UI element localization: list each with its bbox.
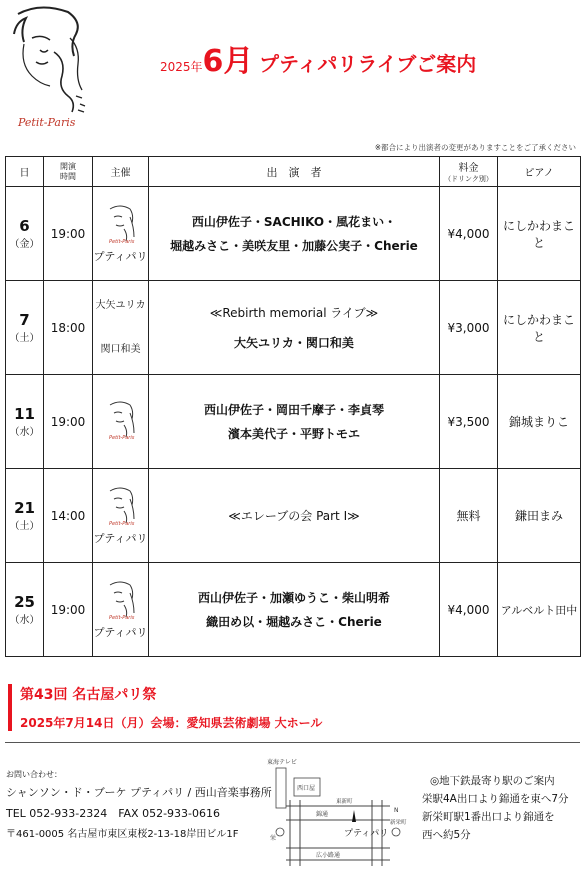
schedule-table <box>5 156 581 657</box>
piano-cell: 鎌田まみ <box>498 469 581 563</box>
petit-paris-mini-logo <box>104 203 138 245</box>
table-row <box>6 187 581 281</box>
time-cell: 14:00 <box>44 469 93 563</box>
svg-text:Petit-Paris: Petit-Paris <box>108 521 134 527</box>
performers-cell: 西山伊佐子・加瀬ゆうこ・柴山明希 織田め以・堀越みさこ・Cherie <box>149 563 440 657</box>
header-fee: 料金 （ドリンク別） <box>440 157 498 187</box>
organizer-cell: 大矢ユリカ 関口和美 <box>93 281 149 375</box>
organizer-cell: Petit-Paris プティパリ <box>93 469 149 563</box>
map-label-hiroko: 広小路通 <box>316 852 341 859</box>
header-day: 日 <box>6 157 44 187</box>
day-cell: 25 （水） <box>6 563 44 657</box>
fee-sub: （ドリンク別） <box>444 175 493 183</box>
organizer-cell <box>93 375 149 469</box>
petit-paris-logo <box>10 4 88 132</box>
piano-cell: アルベルト田中 <box>498 563 581 657</box>
divider <box>5 742 580 743</box>
fee-cell: ¥4,000 <box>440 563 498 657</box>
table-row <box>6 563 581 657</box>
time-cell: 19:00 <box>44 375 93 469</box>
performers-cell: ≪Rebirth memorial ライブ≫ 大矢ユリカ・関口和美 <box>149 281 440 375</box>
performers-cell: 西山伊佐子・岡田千摩子・李貞琴 濱本美代子・平野トモエ <box>149 375 440 469</box>
station-icon <box>276 828 284 836</box>
map-label-shop: プティパリ <box>344 829 389 839</box>
svg-text:Petit-Paris: Petit-Paris <box>108 239 134 245</box>
title-text: プティパリライブご案内 <box>259 52 477 76</box>
time-cell: 19:00 <box>44 187 93 281</box>
organizer-cell: Petit-Paris プティパリ <box>93 563 149 657</box>
contact-address: 〒461-0005 名古屋市東区東桜2-13-18岸田ビル1F <box>6 829 239 840</box>
access-info <box>422 772 569 844</box>
contact-phone: TEL 052-933-2324 FAX 052-933-0616 <box>6 807 221 820</box>
fee-cell: 無料 <box>440 469 498 563</box>
petit-paris-mini-logo <box>104 399 138 441</box>
map-label-sakae: 栄 <box>270 835 277 842</box>
map-label-nishiguchi: 西口屋 <box>296 785 316 792</box>
fee-cell: ¥3,000 <box>440 281 498 375</box>
table-row <box>6 281 581 375</box>
piano-cell: にしかわまこと <box>498 281 581 375</box>
day-cell: 6 （金） <box>6 187 44 281</box>
svg-text:Petit-Paris: Petit-Paris <box>108 435 134 441</box>
contact-info <box>6 768 272 845</box>
location-arrow-icon <box>352 810 356 822</box>
title-year: 2025年 <box>160 60 203 74</box>
festival-details: 2025年7月14日（月）会場：愛知県芸術劇場 大ホール <box>20 716 323 730</box>
station-icon <box>392 828 400 836</box>
access-line-2: 新栄町駅1番出口より錦通を <box>422 811 555 823</box>
contact-name: シャンソン・ド・ブーケ プティパリ / 西山音楽事務所 <box>6 786 272 799</box>
svg-text:Petit-Paris: Petit-Paris <box>108 615 134 621</box>
map-label-kinkin: 錦通 <box>316 811 329 818</box>
table-row <box>6 375 581 469</box>
piano-cell: にしかわまこと <box>498 187 581 281</box>
map-label-shinsakae: 新栄町 <box>390 820 407 826</box>
access-line-1: 栄駅4A出口より錦通を東へ7分 <box>422 793 569 805</box>
title-month: 6月 <box>202 44 254 79</box>
time-cell: 18:00 <box>44 281 93 375</box>
festival-notice <box>8 684 322 731</box>
page-title <box>160 36 476 80</box>
map-label-tv: 東海テレビ <box>267 759 297 766</box>
access-title: ◎地下鉄最寄り駅のご案内 <box>430 775 555 787</box>
day-cell: 11 （水） <box>6 375 44 469</box>
petit-paris-mini-logo <box>104 579 138 621</box>
petit-paris-mini-logo <box>104 485 138 527</box>
festival-title: 第43回 名古屋パリ祭 <box>20 687 157 703</box>
map-label-higashi: 東新町 <box>336 799 353 805</box>
day-cell: 7 （土） <box>6 281 44 375</box>
tv-tower-icon <box>276 768 286 808</box>
day-cell: 21 （土） <box>6 469 44 563</box>
header-piano: ピアノ <box>498 157 581 187</box>
contact-label: お問い合わせ： <box>6 770 62 779</box>
performers-cell: 西山伊佐子・SACHIKO・風花まい・ 堀越みさこ・美咲友里・加藤公実子・Cherie <box>149 187 440 281</box>
fee-cell: ¥4,000 <box>440 187 498 281</box>
time-cell: 19:00 <box>44 563 93 657</box>
piano-cell: 錦城まりこ <box>498 375 581 469</box>
performers-cell: ≪エレーブの会 Part Ⅰ≫ <box>149 469 440 563</box>
table-header-row <box>6 157 581 187</box>
north-icon: N <box>394 807 399 814</box>
header-time: 開演 時間 <box>44 157 93 187</box>
logo-text: Petit-Paris <box>18 116 76 129</box>
fee-cell: ¥3,500 <box>440 375 498 469</box>
header-performers: 出 演 者 <box>149 157 440 187</box>
organizer-cell: Petit-Paris プティパリ <box>93 187 149 281</box>
header-organizer: 主催 <box>93 157 149 187</box>
access-line-3: 西へ約5分 <box>422 829 471 841</box>
table-row <box>6 469 581 563</box>
change-notice: ※都合により出演者の変更がありますことをご了承ください <box>374 143 576 152</box>
access-map <box>266 750 412 870</box>
